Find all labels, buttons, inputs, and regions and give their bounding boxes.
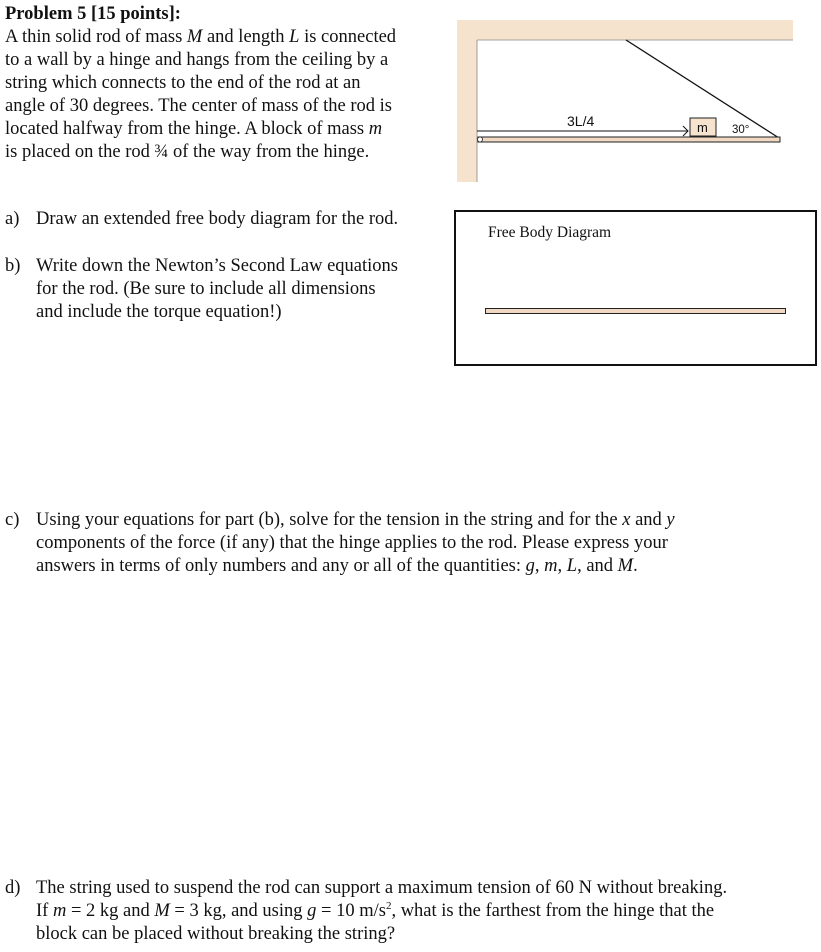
text-segment: for the rod. (Be sure to include all dimensions <box>36 279 376 299</box>
text-segment: and length <box>202 27 290 47</box>
free-body-diagram-box <box>454 210 817 366</box>
text-segment: If <box>36 901 53 921</box>
text-line <box>36 900 714 923</box>
text-segment: and include the torque equation!) <box>36 302 282 322</box>
text-segment: located halfway from the hinge. A block of mass <box>5 119 369 139</box>
text-segment: 2 <box>385 899 392 912</box>
text-segment: string which connects to the end of the rod at an <box>5 73 361 93</box>
text-line <box>36 532 668 555</box>
variable: m <box>52 901 67 921</box>
variable: x <box>622 510 631 530</box>
variable: M <box>617 556 634 576</box>
text-segment: Write down the Newton’s Second Law equations <box>36 256 398 276</box>
text-line <box>36 509 675 532</box>
text-segment: Draw an extended free body diagram for the rod. <box>36 209 399 229</box>
fbd-title: Free Body Diagram <box>488 224 612 241</box>
variable: y <box>666 510 675 530</box>
text-segment: is placed on the rod ¾ of the way from the hinge. <box>5 142 370 162</box>
variable: g <box>307 901 317 921</box>
text-segment: , and <box>577 556 618 576</box>
text-segment: and <box>630 510 667 530</box>
angle-label: 30° <box>732 124 750 136</box>
text-segment: is connected <box>299 27 397 47</box>
rod-setup-diagram <box>0 0 821 200</box>
part-label: b) <box>5 256 21 276</box>
hinge-icon <box>478 137 483 142</box>
variable: g <box>525 556 535 576</box>
text-segment: The string used to suspend the rod can support a maximum tension of 60 N without breaking. <box>36 878 728 898</box>
text-segment: , <box>534 556 545 576</box>
text-line <box>36 208 398 231</box>
text-line <box>36 555 638 578</box>
text-line <box>36 278 376 301</box>
problem-title: Problem 5 [15 points]: <box>5 4 181 24</box>
part-label: c) <box>5 510 20 530</box>
text-segment: = 3 kg, and using <box>169 901 308 921</box>
text-segment: Using your equations for part (b), solve for the tension in the string and for the <box>36 510 623 530</box>
variable: M <box>154 901 170 921</box>
part-label: a) <box>5 209 20 229</box>
text-segment: . <box>633 556 638 576</box>
variable: M <box>186 27 203 47</box>
ceiling <box>457 20 793 40</box>
variable: m <box>368 119 383 139</box>
part-label: d) <box>5 878 21 898</box>
fbd-rod <box>485 308 786 314</box>
distance-label: 3L/4 <box>567 113 595 129</box>
text-segment: to a wall by a hinge and hangs from the ceiling by a <box>5 50 389 70</box>
text-segment: = 2 kg and <box>66 901 155 921</box>
text-segment: , <box>557 556 567 576</box>
variable: L <box>566 556 578 576</box>
variable: m <box>544 556 558 576</box>
text-segment: = 10 m/s <box>316 901 386 921</box>
variable: L <box>289 27 300 47</box>
text-segment: angle of 30 degrees. The center of mass of the rod is <box>5 96 393 116</box>
text-line <box>36 255 398 278</box>
text-segment: A thin solid rod of mass <box>5 27 187 47</box>
text-segment: components of the force (if any) that the hinge applies to the rod. Please express your <box>36 533 668 553</box>
text-segment: answers in terms of only numbers and any or all of the quantities: <box>36 556 526 576</box>
text-line <box>36 301 282 324</box>
text-line <box>36 923 395 946</box>
block-label: m <box>697 120 708 135</box>
text-segment: , what is the farthest from the hinge that the <box>391 901 715 921</box>
text-line <box>36 877 727 900</box>
text-segment: block can be placed without breaking the string? <box>36 924 396 944</box>
wall <box>457 20 477 182</box>
